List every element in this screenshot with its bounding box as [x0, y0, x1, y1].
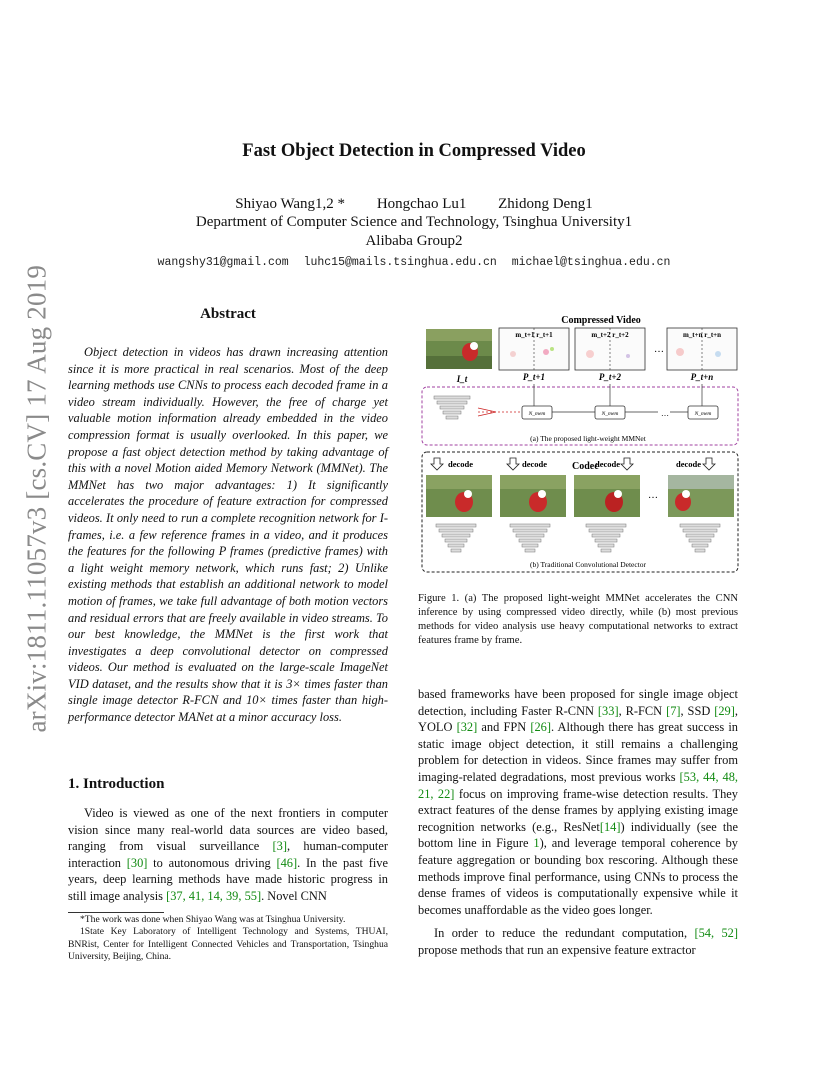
decode-label-2: decode — [522, 459, 548, 469]
frame-label-pn: P_t+n — [690, 372, 714, 382]
author-3: Zhidong Deng1 — [498, 196, 593, 212]
mmnet-caption: (a) The proposed light-weight MMNet — [530, 434, 646, 443]
compressed-video-label: Compressed Video — [561, 315, 641, 326]
citation-link[interactable]: [53, 44, 48, 21, 22] — [418, 769, 738, 801]
figure-link[interactable]: 1 — [533, 836, 540, 851]
right-paragraph-2: In order to reduce the redundant computation, [54, 52] propose methods that run an expensive feature extractor — [418, 926, 738, 957]
svg-text:N_mem: N_mem — [528, 411, 546, 417]
footnote-2: 1State Key Laboratory of Intelligent Technology and Systems, THUAI, BNRist, Center for Intelligent Connected Vehicles and Transportation, Tsinghua University, Beijing, China. — [68, 926, 388, 962]
decoded-frame-3 — [574, 475, 640, 517]
abstract-body — [68, 344, 388, 726]
citation-link[interactable]: [37, 41, 14, 39, 55] — [166, 888, 262, 903]
citation-link[interactable]: [26] — [530, 720, 551, 735]
abstract-text: Object detection in videos has drawn increasing attention since it is more practical in real scenarios. Most of the deep learning methods use CNNs to process each decoded frame in a video stream individually. However, the free of charge yet valuable motion information already embedded in the video compression format is usually overlooked. In this paper, we propose a fast object detection method by taking advantage of this with a novel Motion aided Memory Network (MMNet). The MMNet has two major advantages: 1) It significantly accelerates the procedure of feature extraction for compressed videos. It only need to run a complete recognition network for I-frames, i.e. a few reference frames in a video, and it produces the features for the following P frames (predictive frames) with a light weight memory network, which runs fast; 2) Unlike existing methods that establish an additional network to model motion of frames, we take full advantage of both motion vectors and residual errors that are freely available in video streams. To our best knowledge, the MMNet is the first work that investigates a deep convolutional detector on compressed videos. Our method is evaluated on the large-scale ImageNet VID dataset, and the results show that it is 3× times faster than single image detector R-FCN and 10× times faster than high-performance detector MANet at a minor accuracy loss. — [68, 345, 388, 725]
mv-label-2: m_t+2 r_t+2 — [591, 331, 629, 339]
figure-1-caption: Figure 1. (a) The proposed light-weight MMNet accelerates the CNN inference by using compressed video directly, while (b) most previous methods for video analysis use heavy computational networks to extract features frame by frame. — [418, 593, 738, 646]
frame-label-p1: P_t+1 — [522, 372, 546, 382]
memory-module-n — [688, 406, 718, 419]
citation-link[interactable]: [33] — [597, 703, 619, 718]
decoded-frame-2 — [500, 475, 566, 517]
mmnet-arrows — [478, 408, 520, 416]
codec-label: Codec — [572, 461, 599, 472]
frame-label-i: I_t — [456, 374, 468, 384]
ellipsis-mmnet: … — [661, 409, 669, 418]
decode-label-3: decode — [595, 459, 621, 469]
figure-1 — [418, 312, 740, 584]
memory-module-1 — [522, 406, 552, 419]
citation-link[interactable]: [3] — [272, 839, 287, 854]
decode-label-4: decode — [676, 459, 702, 469]
introduction-body — [68, 805, 388, 905]
svg-text:N_mem: N_mem — [694, 411, 712, 417]
abstract-heading: Abstract — [200, 306, 256, 322]
email-list — [0, 256, 828, 269]
decoded-frame-n — [668, 475, 734, 517]
arxiv-stamp: arXiv:1811.11057v3 [cs.CV] 17 Aug 2019 — [21, 264, 52, 733]
memory-module-2 — [595, 406, 625, 419]
mv-residual-1 — [499, 328, 569, 370]
right-column-body — [418, 686, 738, 959]
i-frame-thumbnail — [426, 329, 492, 369]
intro-paragraph: Video is viewed as one of the next frontiers in computer vision since many real-world data sources are video based, ranging from visual surveillance [3], human-computer interaction [30] to autonomous driving [46]. In the past five years, deep learning methods have made historic progress in still image analysis [37, 41, 14, 39, 55]. Novel CNN — [68, 806, 388, 903]
email-3[interactable]: michael@tsinghua.edu.cn — [511, 256, 671, 269]
mv-residual-2 — [575, 328, 645, 370]
frame-label-p2: P_t+2 — [598, 372, 622, 382]
citation-link[interactable]: [32] — [456, 720, 478, 735]
citation-link[interactable]: [14] — [599, 819, 621, 834]
email-1[interactable]: wangshy31@gmail.com — [157, 256, 289, 269]
author-2: Hongchao Lu1 — [376, 196, 467, 212]
affiliation-2: Alibaba Group2 — [365, 233, 463, 249]
citation-link[interactable]: [30] — [126, 855, 148, 870]
author-list — [0, 196, 828, 213]
decode-label-1: decode — [448, 459, 474, 469]
ellipsis-frames: … — [648, 490, 658, 501]
ellipsis-top: … — [654, 344, 664, 355]
paper-title: Fast Object Detection in Compressed Video — [242, 141, 586, 161]
mv-residual-n — [667, 328, 737, 370]
footnotes — [68, 914, 388, 963]
citation-link[interactable]: [46] — [276, 855, 298, 870]
footnote-1: *The work was done when Shiyao Wang was at Tsinghua University. — [80, 914, 346, 925]
feature-extractor-stack — [434, 396, 470, 419]
svg-text:N_mem: N_mem — [601, 411, 619, 417]
decoded-frame-1 — [426, 475, 492, 517]
affiliations — [0, 213, 828, 251]
citation-link[interactable]: [54, 52] — [694, 926, 738, 941]
mv-label-n: m_t+n r_t+n — [682, 331, 722, 339]
right-paragraph-1: based frameworks have been proposed for single image object detection, including Faster R-CNN [33], R-FCN [7], SSD [29], YOLO [32] and FPN [26]. Although there has great success in static image object detection, it still remains a challenging problem for detection in videos. Since frames may suffer from imaging-related degradations, most previous works [53, 44, 48, 21, 22] focus on improving frame-wise detection results. They extract features of the dense frames by applying existing image recognition networks (e.g., ResNet[14]) individually (see the bottom line in Figure 1), and leverage temporal coherence by feature aggregation or bounding box rescoring. Although these methods improve final performance, using CNNs to process the dense frames of videos is computationally expensive while it becomes unaffordable as the video goes longer. — [418, 687, 738, 917]
mv-label-1: m_t+1 r_t+1 — [515, 331, 553, 339]
affiliation-1: Department of Computer Science and Technology, Tsinghua University1 — [195, 214, 633, 230]
author-1: Shiyao Wang1,2 * — [235, 196, 346, 212]
citation-link[interactable]: [29] — [714, 703, 735, 718]
citation-link[interactable]: [7] — [666, 703, 681, 718]
traditional-caption: (b) Traditional Convolutional Detector — [529, 560, 647, 569]
email-2[interactable]: luhc15@mails.tsinghua.edu.cn — [303, 256, 497, 269]
detector-stacks — [436, 524, 720, 552]
introduction-heading: 1. Introduction — [68, 776, 165, 792]
footnote-rule — [68, 912, 164, 913]
